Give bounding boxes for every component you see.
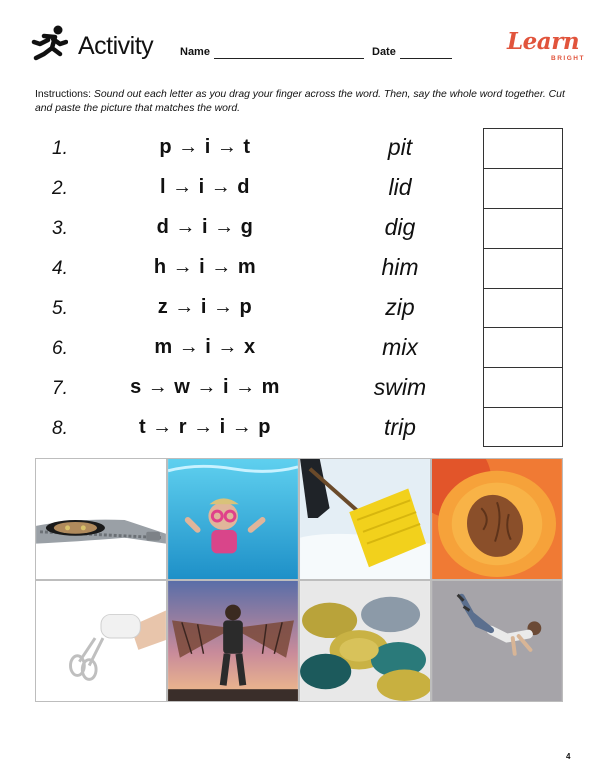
paste-box-column [483, 128, 563, 447]
item-number: 6. [52, 338, 68, 359]
letter-sequence: l → i → d [159, 176, 251, 198]
item-number: 3. [52, 218, 68, 239]
word: zip [385, 294, 415, 320]
letter-sequence: z → i → p [157, 296, 253, 318]
paste-box[interactable] [484, 249, 562, 289]
instructions-text: Sound out each letter as you drag your finger across the word. Then, say the whole word together. Cut and paste the picture that matches the word. [35, 89, 565, 114]
letter-sequence: d → i → g [156, 216, 254, 238]
picture-shovel-snow[interactable] [299, 458, 431, 580]
letter-sequence: t → r → i → p [138, 416, 272, 438]
page-number: 4 [566, 752, 571, 761]
picture-swimmer[interactable] [167, 458, 299, 580]
letter-sequence: m → i → x [154, 336, 256, 358]
letter-sequence: s → w → i → m [130, 376, 280, 398]
page-title: Activity [78, 32, 154, 60]
picture-hand-mixer[interactable] [35, 580, 167, 702]
picture-grid [35, 458, 565, 704]
runner-icon [22, 24, 68, 64]
paste-box[interactable] [484, 328, 562, 368]
paste-box[interactable] [484, 169, 562, 209]
word: dig [384, 214, 416, 240]
word: him [381, 254, 419, 280]
name-label: Name [180, 46, 210, 58]
instructions [35, 88, 575, 116]
letter-sequence: h → i → m [153, 256, 257, 278]
paste-box[interactable] [484, 129, 562, 169]
word: swim [373, 374, 427, 400]
picture-man-tripping[interactable] [431, 580, 563, 702]
name-field[interactable] [214, 58, 364, 59]
date-field[interactable] [400, 58, 452, 59]
picture-cat-zipper[interactable] [35, 458, 167, 580]
word: lid [388, 174, 412, 200]
paste-box[interactable] [484, 289, 562, 329]
picture-peach-pit[interactable] [431, 458, 563, 580]
paste-box[interactable] [484, 368, 562, 408]
letter-sequence: p → i → t [159, 136, 251, 158]
picture-winged-man[interactable] [167, 580, 299, 702]
paste-box[interactable] [484, 209, 562, 249]
worksheet-header [0, 0, 600, 80]
item-number: 4. [52, 258, 68, 279]
logo-subtext: BRIGHT [551, 55, 585, 62]
word: pit [387, 134, 413, 160]
instructions-lead: Instructions: [35, 89, 92, 100]
date-label: Date [372, 46, 396, 58]
item-number: 8. [52, 418, 68, 439]
item-number: 5. [52, 298, 68, 319]
logo-text: Learn [507, 28, 580, 55]
paste-box[interactable] [484, 408, 562, 448]
picture-jar-lids[interactable] [299, 580, 431, 702]
item-number: 7. [52, 378, 68, 399]
word: trip [384, 414, 416, 440]
learn-bright-logo [505, 28, 583, 64]
item-number: 2. [52, 178, 68, 199]
word: mix [382, 334, 418, 360]
item-number: 1. [52, 138, 68, 159]
